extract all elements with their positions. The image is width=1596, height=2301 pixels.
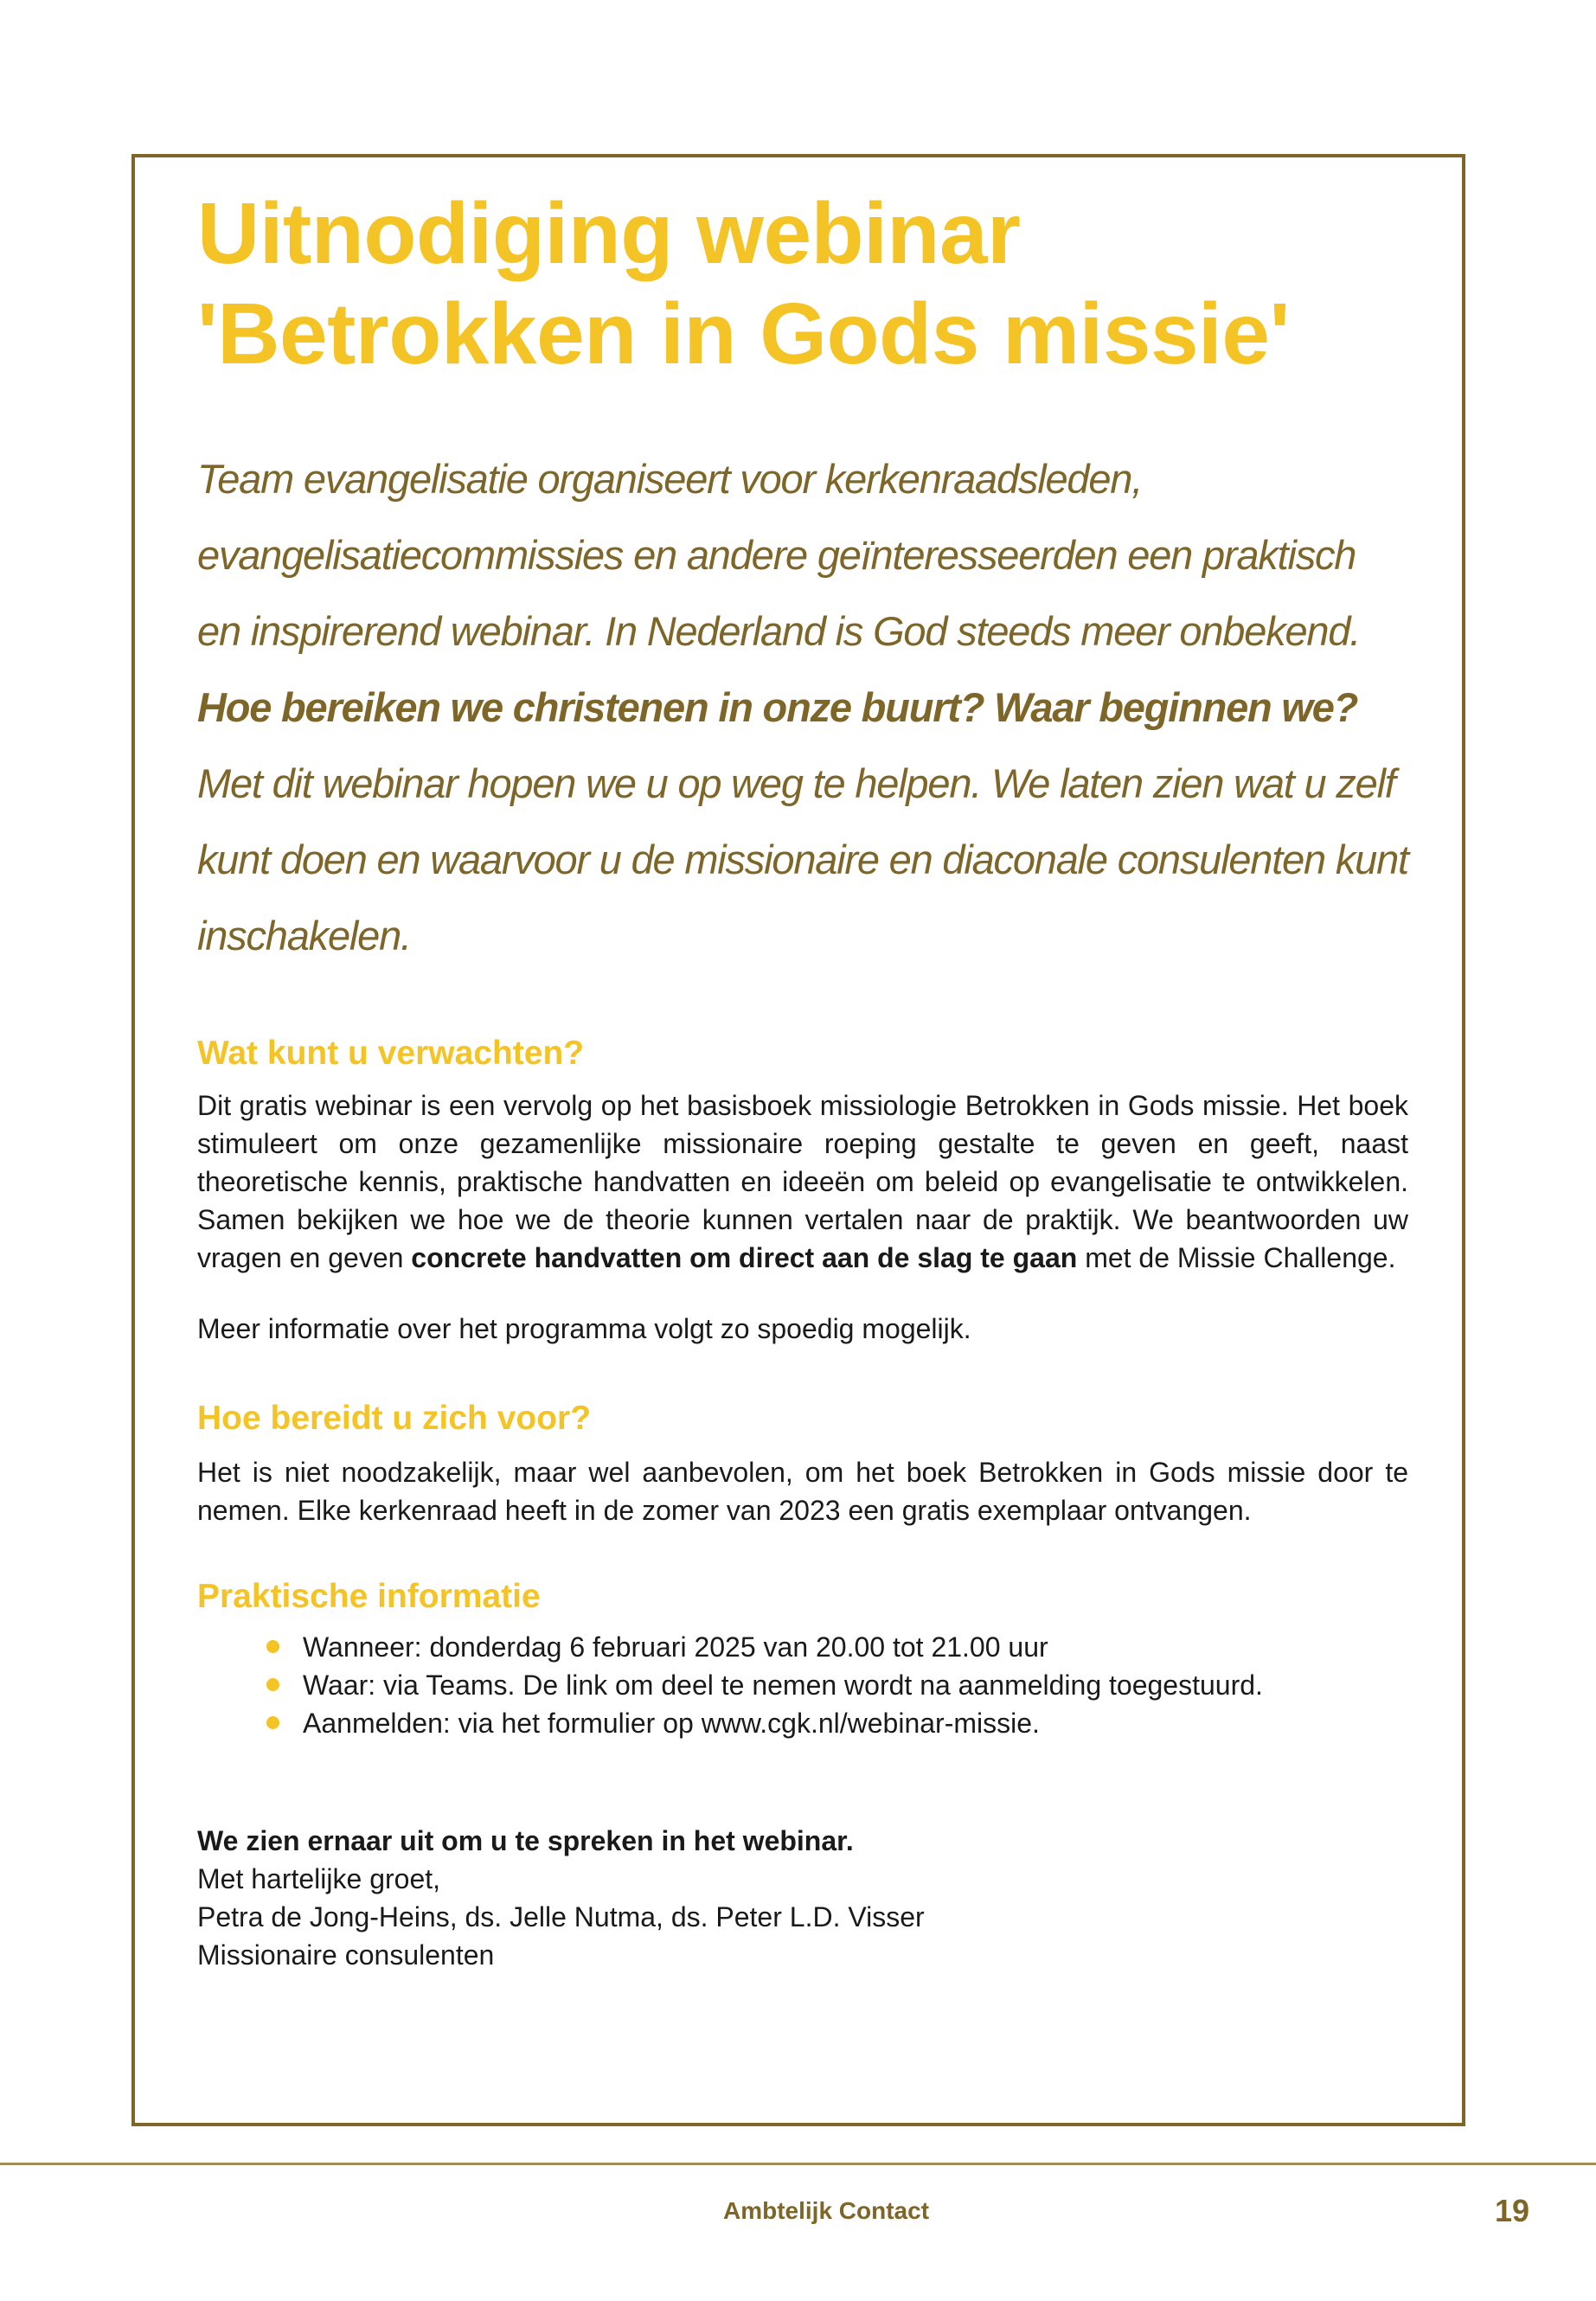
expectations-bold: concrete handvatten om direct aan de slag te gaan xyxy=(411,1242,1078,1273)
intro-text-2: Met dit webinar hopen we u op weg te helpen. We laten zien wat u zelf kunt doen en waarvoor u de missionaire en diaconale consulenten kunt inschakelen. xyxy=(197,760,1408,958)
bullet-dot-icon xyxy=(266,1640,279,1653)
page-title xyxy=(197,183,1408,384)
title-line-2: 'Betrokken in Gods missie' xyxy=(197,285,1290,382)
preparation-paragraph: Het is niet noodzakelijk, maar wel aanbevolen, om het boek Betrokken in Gods missie door te nemen. Elke kerkenraad heeft in de zomer van 2023 een gratis exemplaar ontvangen. xyxy=(197,1457,1408,1526)
list-item xyxy=(266,1704,1408,1742)
intro-bold-question: Hoe bereiken we christenen in onze buurt? Waar beginnen we? xyxy=(197,684,1358,730)
bullet-dot-icon xyxy=(266,1716,279,1729)
footer-divider xyxy=(0,2163,1596,2165)
closing-names: Petra de Jong-Heins, ds. Jelle Nutma, ds. Peter L.D. Visser xyxy=(197,1901,925,1932)
bullet-when: Wanneer: donderdag 6 februari 2025 van 20.00 tot 21.00 uur xyxy=(303,1631,1048,1663)
section-heading-preparation: Hoe bereidt u zich voor? xyxy=(197,1400,592,1437)
closing-bold-line: We zien ernaar uit om u te spreken in het webinar. xyxy=(197,1825,854,1856)
closing-block xyxy=(197,1822,1408,1974)
expectations-paragraph xyxy=(197,1086,1408,1277)
closing-greeting: Met hartelijke groet, xyxy=(197,1863,441,1894)
bullet-dot-icon xyxy=(266,1678,279,1691)
program-info-paragraph: Meer informatie over het programma volgt zo spoedig mogelijk. xyxy=(197,1313,971,1344)
bullet-register: Aanmelden: via het formulier op www.cgk.nl/webinar-missie. xyxy=(303,1708,1040,1739)
intro-paragraph xyxy=(197,441,1408,974)
list-item xyxy=(266,1628,1408,1666)
bullet-where: Waar: via Teams. De link om deel te nemen wordt na aanmelding toegestuurd. xyxy=(303,1670,1263,1701)
page-content xyxy=(197,183,1408,1974)
title-line-1: Uitnodiging webinar xyxy=(197,185,1021,282)
footer-page-number: 19 xyxy=(1495,2193,1530,2228)
expectations-text-b: met de Missie Challenge. xyxy=(1077,1242,1396,1273)
footer-publication-name: Ambtelijk Contact xyxy=(723,2197,930,2224)
section-heading-practical-info: Praktische informatie xyxy=(197,1578,541,1615)
closing-role: Missionaire consulenten xyxy=(197,1939,495,1971)
expectations-text-a: Dit gratis webinar is een vervolg op het basisboek missiologie Betrokken in Gods missie. Het boek stimuleert om onze gezamenlijke missionaire roeping gestalte te geven en geeft, naast theoretische kennis, praktische handvatten en ideeën om beleid op evangelisatie te ontwikkelen. Samen bekijken we hoe we de theorie kunnen vertalen naar de praktijk. We beantwoorden uw vragen en geven xyxy=(197,1090,1408,1273)
section-heading-expectations: Wat kunt u verwachten? xyxy=(197,1035,585,1072)
intro-text-1: Team evangelisatie organiseert voor kerkenraadsleden, evangelisatiecommissies en andere geïnteresseerden een praktisch en inspirerend webinar. In Nederland is God steeds meer onbekend. xyxy=(197,456,1361,654)
list-item xyxy=(266,1666,1408,1704)
practical-info-list xyxy=(197,1628,1408,1742)
